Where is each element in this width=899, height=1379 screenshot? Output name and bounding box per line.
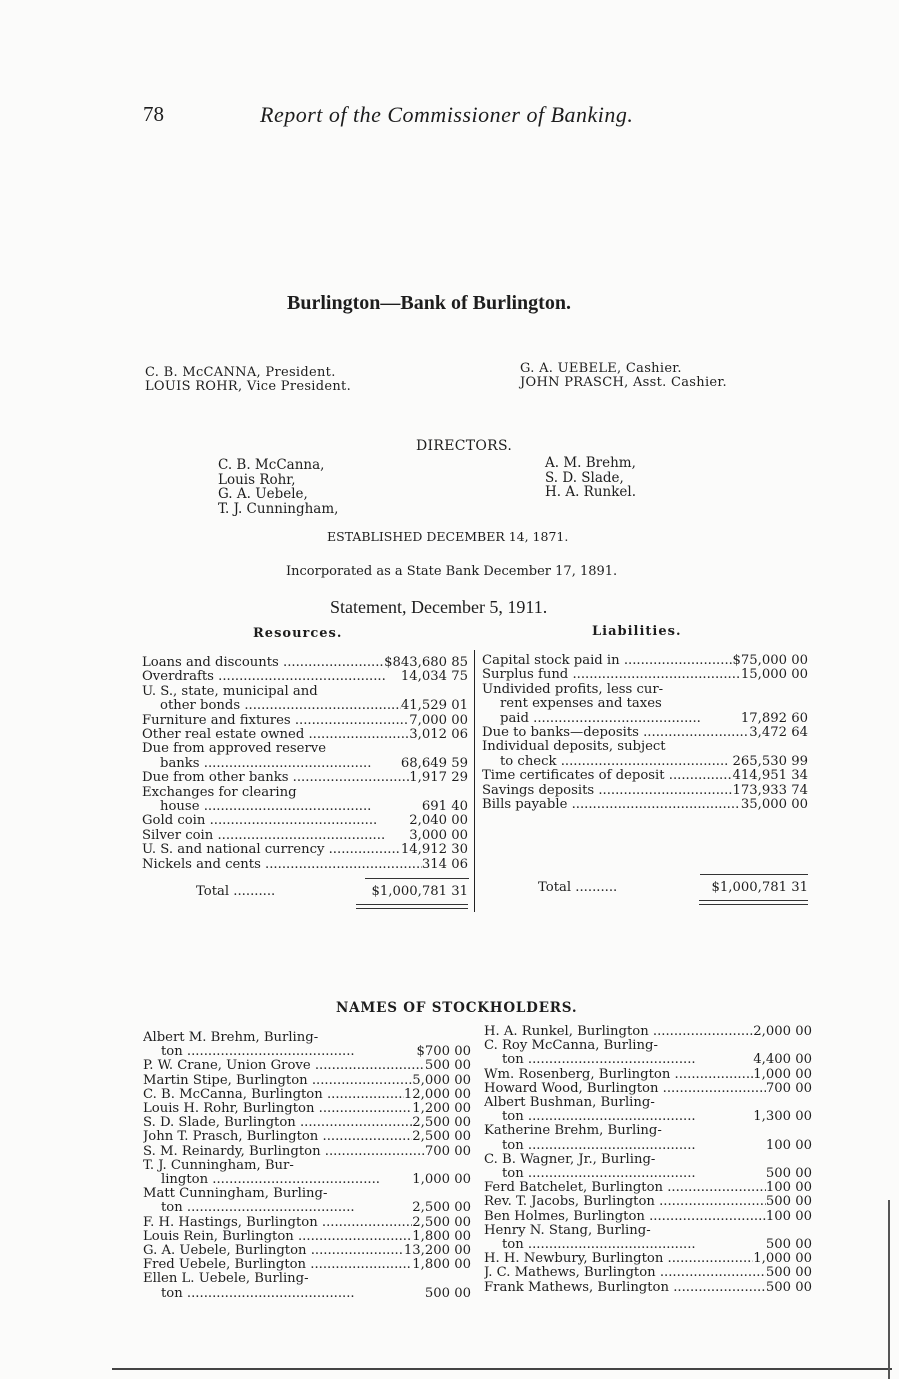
liability-row-label: Capital stock paid in ..... [482,654,732,668]
stockholder-row-amount: 500 00 [424,1058,471,1074]
resource-row-label: Exchanges for clearing [142,785,297,800]
resource-row-label: U. S., state, municipal and [142,684,318,699]
stockholders-heading: NAMES OF STOCKHOLDERS. [336,1000,578,1016]
stockholder-row [143,1102,471,1116]
liability-row [482,769,808,783]
liability-row [482,668,808,682]
running-head: Report of the Commissioner of Banking. [260,102,634,127]
resource-row-label: Loans and discounts ..... [142,656,384,670]
stockholder-row-amount: 1,800 00 [412,1228,471,1244]
liabilities-total-double-rule [699,900,808,905]
officer-president: C. B. McCANNA, President. [145,365,336,380]
stockholder-row-label: Rev. T. Jacobs, Burlington ..... [484,1195,766,1209]
stockholder-row-label: Matt Cunningham, Burling- [143,1187,328,1202]
directors-left [218,458,338,516]
resource-row [142,656,468,670]
resource-row-label: U. S. and national currency ..... [142,843,401,857]
stockholder-row-label: Fred Uebele, Burlington ..... [143,1258,412,1272]
stockholder-row [484,1167,812,1181]
liability-row-amount: 17,892 60 [740,710,808,726]
liability-row-label: Due to banks—deposits ..... [482,726,749,740]
liability-row [482,755,808,769]
liabilities-total-rule [700,874,808,875]
liability-row [482,726,808,740]
stockholder-row [143,1145,471,1159]
stockholder-row-amount: 5,000 00 [412,1072,471,1088]
stockholder-row [143,1287,471,1301]
stockholder-row [484,1068,812,1082]
stockholder-row-label: P. W. Crane, Union Grove ..... [143,1059,425,1073]
stockholder-row-label: ton ..... [484,1110,696,1124]
stockholder-row-label: ton ..... [143,1201,355,1215]
resource-row [142,757,468,771]
stockholder-row-label: H. A. Runkel, Burlington ..... [484,1025,753,1039]
resource-row-label: banks ..... [142,757,371,771]
stockholder-row-label: H. H. Newbury, Burlington ..... [484,1252,753,1266]
stockholder-row-amount: 500 00 [765,1279,812,1295]
director: Louis Rohr, [218,471,296,488]
officers-left [145,366,351,394]
resource-row-amount: 691 40 [421,799,468,815]
stockholder-row-amount: 500 00 [765,1194,812,1210]
resource-row [142,714,468,728]
liability-row-label: Time certificates of deposit ..... [482,769,732,783]
liability-row-amount: 15,000 00 [740,667,808,683]
resource-row-amount: 7,000 00 [409,712,468,728]
liability-row-amount: 35,000 00 [740,797,808,813]
directors-heading: DIRECTORS. [416,438,513,454]
stockholder-row-label: Katherine Brehm, Burling- [484,1124,662,1139]
resources-total-rule [365,878,469,879]
column-divider [474,650,475,912]
director: A. M. Brehm, [545,455,636,471]
stockholder-row [484,1025,812,1039]
liability-row-amount: 265,530 99 [732,753,808,769]
stockholder-row [484,1096,812,1110]
resource-row [142,685,468,699]
stockholder-row-label: ton ..... [484,1139,696,1153]
resources-total-label: Total [196,884,230,899]
resources-total-double-rule [356,904,468,909]
stockholder-row-label: Frank Mathews, Burlington ..... [484,1281,766,1295]
resource-row-amount: 3,000 00 [409,827,468,843]
stockholder-row-label: J. C. Mathews, Burlington ..... [484,1266,766,1280]
stockholder-row-amount: 4,400 00 [753,1052,812,1068]
resource-row-label: other bonds ..... [142,699,401,713]
stockholder-row [143,1201,471,1215]
resource-row-amount: 1,917 29 [409,770,468,786]
incorporated-date: Incorporated as a State Bank December 17, 1891. [286,564,618,579]
page-edge-mark [888,1200,890,1379]
liability-row-label: Savings deposits ..... [482,784,732,798]
liability-row-amount: 414,951 34 [732,768,808,784]
stockholder-row-label: C. B. Wagner, Jr., Burling- [484,1152,656,1167]
resource-row-label: Due from approved reserve [142,742,327,757]
stockholder-row [484,1082,812,1096]
liability-row [482,654,808,668]
stockholder-row-amount: 1,300 00 [753,1109,812,1125]
resource-row-amount: 14,034 75 [400,669,468,685]
stockholder-row [143,1045,471,1059]
liability-row [482,740,808,754]
liability-row-amount: $75,000 00 [732,653,808,668]
resource-row-label: Gold coin ..... [142,814,377,828]
stockholder-row-label: Ben Holmes, Burlington ..... [484,1210,766,1224]
director: S. D. Slade, [545,469,624,486]
stockholders-right [484,1025,812,1295]
stockholder-row-label: Howard Wood, Burlington ..... [484,1082,766,1096]
stockholder-row-label: C. B. McCanna, Burlington ..... [143,1088,404,1102]
stockholder-row-label: ton ..... [143,1045,355,1059]
stockholder-row-label: ton ..... [484,1167,696,1181]
stockholder-row-label: F. H. Hastings, Burlington ..... [143,1216,412,1230]
stockholder-row [143,1272,471,1286]
directors-right [545,456,636,500]
liability-row-label: rent expenses and taxes [500,697,662,712]
stockholder-row-label: Louis H. Rohr, Burlington ..... [143,1102,412,1116]
liabilities-table [482,654,808,812]
stockholder-row-label: John T. Prasch, Burlington ..... [143,1130,412,1144]
resource-row-amount: 2,040 00 [409,813,468,829]
bank-title: Burlington—Bank of Burlington. [287,292,571,314]
stockholder-row-amount: 1,000 00 [412,1172,471,1188]
resource-row-label: Due from other banks ..... [142,771,409,785]
resource-row-amount: $843,680 85 [384,655,468,670]
stockholder-row [484,1039,812,1053]
stockholder-row-label: ton ..... [143,1287,355,1301]
stockholder-row [143,1187,471,1201]
stockholder-row-amount: 2,500 00 [412,1200,471,1216]
stockholder-row [143,1258,471,1272]
stockholder-row-amount: 1,000 00 [753,1066,812,1082]
stockholder-row-label: Ferd Batchelet, Burlington ..... [484,1181,766,1195]
resource-row [142,728,468,742]
stockholder-row [143,1031,471,1045]
liability-row [482,683,808,697]
stockholder-row [143,1173,471,1187]
resource-row-amount: 41,529 01 [400,698,468,714]
resource-row [142,843,468,857]
resource-row-label: Overdrafts ..... [142,670,386,684]
resources-total-row: Total .......... $1,000,781 31 [196,884,468,899]
stockholder-row [143,1230,471,1244]
officers-right [520,362,727,390]
liability-row-label: Surplus fund ..... [482,668,740,682]
stockholder-row-amount: 12,000 00 [403,1086,471,1102]
resource-row [142,670,468,684]
stockholder-row [143,1116,471,1130]
stockholder-row-amount: 700 00 [765,1080,812,1096]
stockholder-row-amount: 100 00 [765,1180,812,1196]
stockholder-row-amount: 2,500 00 [412,1129,471,1145]
liability-row [482,784,808,798]
stockholder-row-amount: 2,500 00 [412,1214,471,1230]
director: T. J. Cunningham, [218,500,339,517]
page-number: 78 [143,102,164,126]
resource-row-label: Silver coin ..... [142,829,385,843]
page-bottom-rule [112,1368,892,1370]
stockholder-row-amount: 500 00 [424,1285,471,1301]
stockholder-row-amount: 500 00 [765,1265,812,1281]
stockholder-row [484,1195,812,1209]
stockholder-row-label: S. D. Slade, Burlington ..... [143,1116,412,1130]
statement-title: Statement, December 5, 1911. [330,597,548,617]
stockholder-row-label: ton ..... [484,1238,696,1252]
resource-row [142,771,468,785]
liability-row-amount: 3,472 64 [749,725,808,741]
resource-row-amount: 14,912 30 [400,842,468,858]
liability-row [482,712,808,726]
stockholder-row-label: ton ..... [484,1053,696,1067]
resource-row [142,858,468,872]
stockholder-row-label: S. M. Reinardy, Burlington ..... [143,1145,425,1159]
stockholder-row [143,1088,471,1102]
liability-row-label: Individual deposits, subject [482,740,666,755]
liabilities-heading: Liabilities. [592,624,682,639]
stockholder-row-label: Louis Rein, Burlington ..... [143,1230,412,1244]
liability-row-label: paid ..... [482,712,701,726]
stockholder-row-amount: 700 00 [424,1143,471,1159]
stockholder-row [484,1238,812,1252]
resource-row-label: house ..... [142,800,371,814]
resources-total-amount: $1,000,781 31 [371,884,468,899]
stockholder-row [484,1281,812,1295]
stockholder-row-amount: 2,000 00 [753,1024,812,1039]
liabilities-total-label: Total [538,880,572,895]
stockholder-row-label: Wm. Rosenberg, Burlington ..... [484,1068,753,1082]
stockholder-row-amount: 100 00 [765,1137,812,1153]
stockholder-row-label: lington ..... [143,1173,380,1187]
liability-row-label: Bills payable ..... [482,798,739,812]
resource-row-amount: 314 06 [421,856,468,872]
resource-row [142,742,468,756]
stockholder-row-label: G. A. Uebele, Burlington ..... [143,1244,404,1258]
stockholder-row [143,1074,471,1088]
liabilities-total-row: Total .......... $1,000,781 31 [538,880,808,895]
liability-row-label: Undivided profits, less cur- [482,682,664,697]
liability-row-label: to check ..... [482,755,728,769]
stockholder-row [484,1224,812,1238]
stockholder-row [484,1266,812,1280]
stockholder-row-amount: 13,200 00 [403,1243,471,1259]
stockholder-row-amount: 1,200 00 [412,1101,471,1117]
resources-table [142,656,468,872]
stockholder-row [143,1159,471,1173]
liabilities-total-amount: $1,000,781 31 [711,880,808,895]
stockholder-row-label: Ellen L. Uebele, Burling- [143,1272,309,1287]
resource-row [142,800,468,814]
stockholder-row-label: T. J. Cunningham, Bur- [143,1158,294,1173]
liability-row-amount: 173,933 74 [732,782,808,798]
officer-asst-cashier: JOHN PRASCH, Asst. Cashier. [520,375,727,390]
resource-row-label: Furniture and fixtures ..... [142,714,409,728]
stockholder-row-amount: 1,800 00 [412,1257,471,1273]
director: H. A. Runkel. [545,484,637,500]
stockholder-row [484,1053,812,1067]
stockholder-row-amount: 2,500 00 [412,1115,471,1131]
stockholder-row [143,1244,471,1258]
stockholder-row [143,1216,471,1230]
stockholder-row-label: Martin Stipe, Burlington ..... [143,1074,412,1088]
stockholder-row-label: C. Roy McCanna, Burling- [484,1039,658,1054]
director: C. B. McCanna, [218,457,325,473]
stockholder-row [484,1252,812,1266]
stockholder-row [484,1124,812,1138]
stockholder-row [484,1210,812,1224]
stockholder-row [484,1110,812,1124]
stockholder-row [484,1139,812,1153]
stockholder-row-label: Albert M. Brehm, Burling- [143,1031,319,1045]
stockholder-row-amount: $700 00 [416,1044,471,1060]
liability-row [482,697,808,711]
resource-row-label: Nickels and cents ..... [142,858,422,872]
stockholder-row-amount: 100 00 [765,1208,812,1224]
liability-row [482,798,808,812]
resources-heading: Resources. [253,626,343,641]
stockholder-row [484,1153,812,1167]
resource-row-label: Other real estate owned ..... [142,728,409,742]
established-date: ESTABLISHED DECEMBER 14, 1871. [327,529,569,544]
resource-row-amount: 68,649 59 [400,755,468,771]
director: G. A. Uebele, [218,486,308,502]
stockholder-row-amount: 1,000 00 [753,1251,812,1267]
stockholder-row [143,1130,471,1144]
stockholder-row-label: Henry N. Stang, Burling- [484,1223,651,1238]
resource-row [142,829,468,843]
stockholder-row [143,1059,471,1073]
stockholder-row-label: Albert Bushman, Burling- [484,1096,655,1111]
stockholder-row-amount: 500 00 [765,1237,812,1253]
stockholder-row-amount: 500 00 [765,1166,812,1182]
resource-row-amount: 3,012 06 [409,727,468,743]
officer-cashier: G. A. UEBELE, Cashier. [520,361,682,376]
officer-vice-president: LOUIS ROHR, Vice President. [145,379,352,394]
stockholder-row [484,1181,812,1195]
resource-row [142,699,468,713]
resource-row [142,814,468,828]
resource-row [142,786,468,800]
stockholders-left [143,1031,471,1301]
